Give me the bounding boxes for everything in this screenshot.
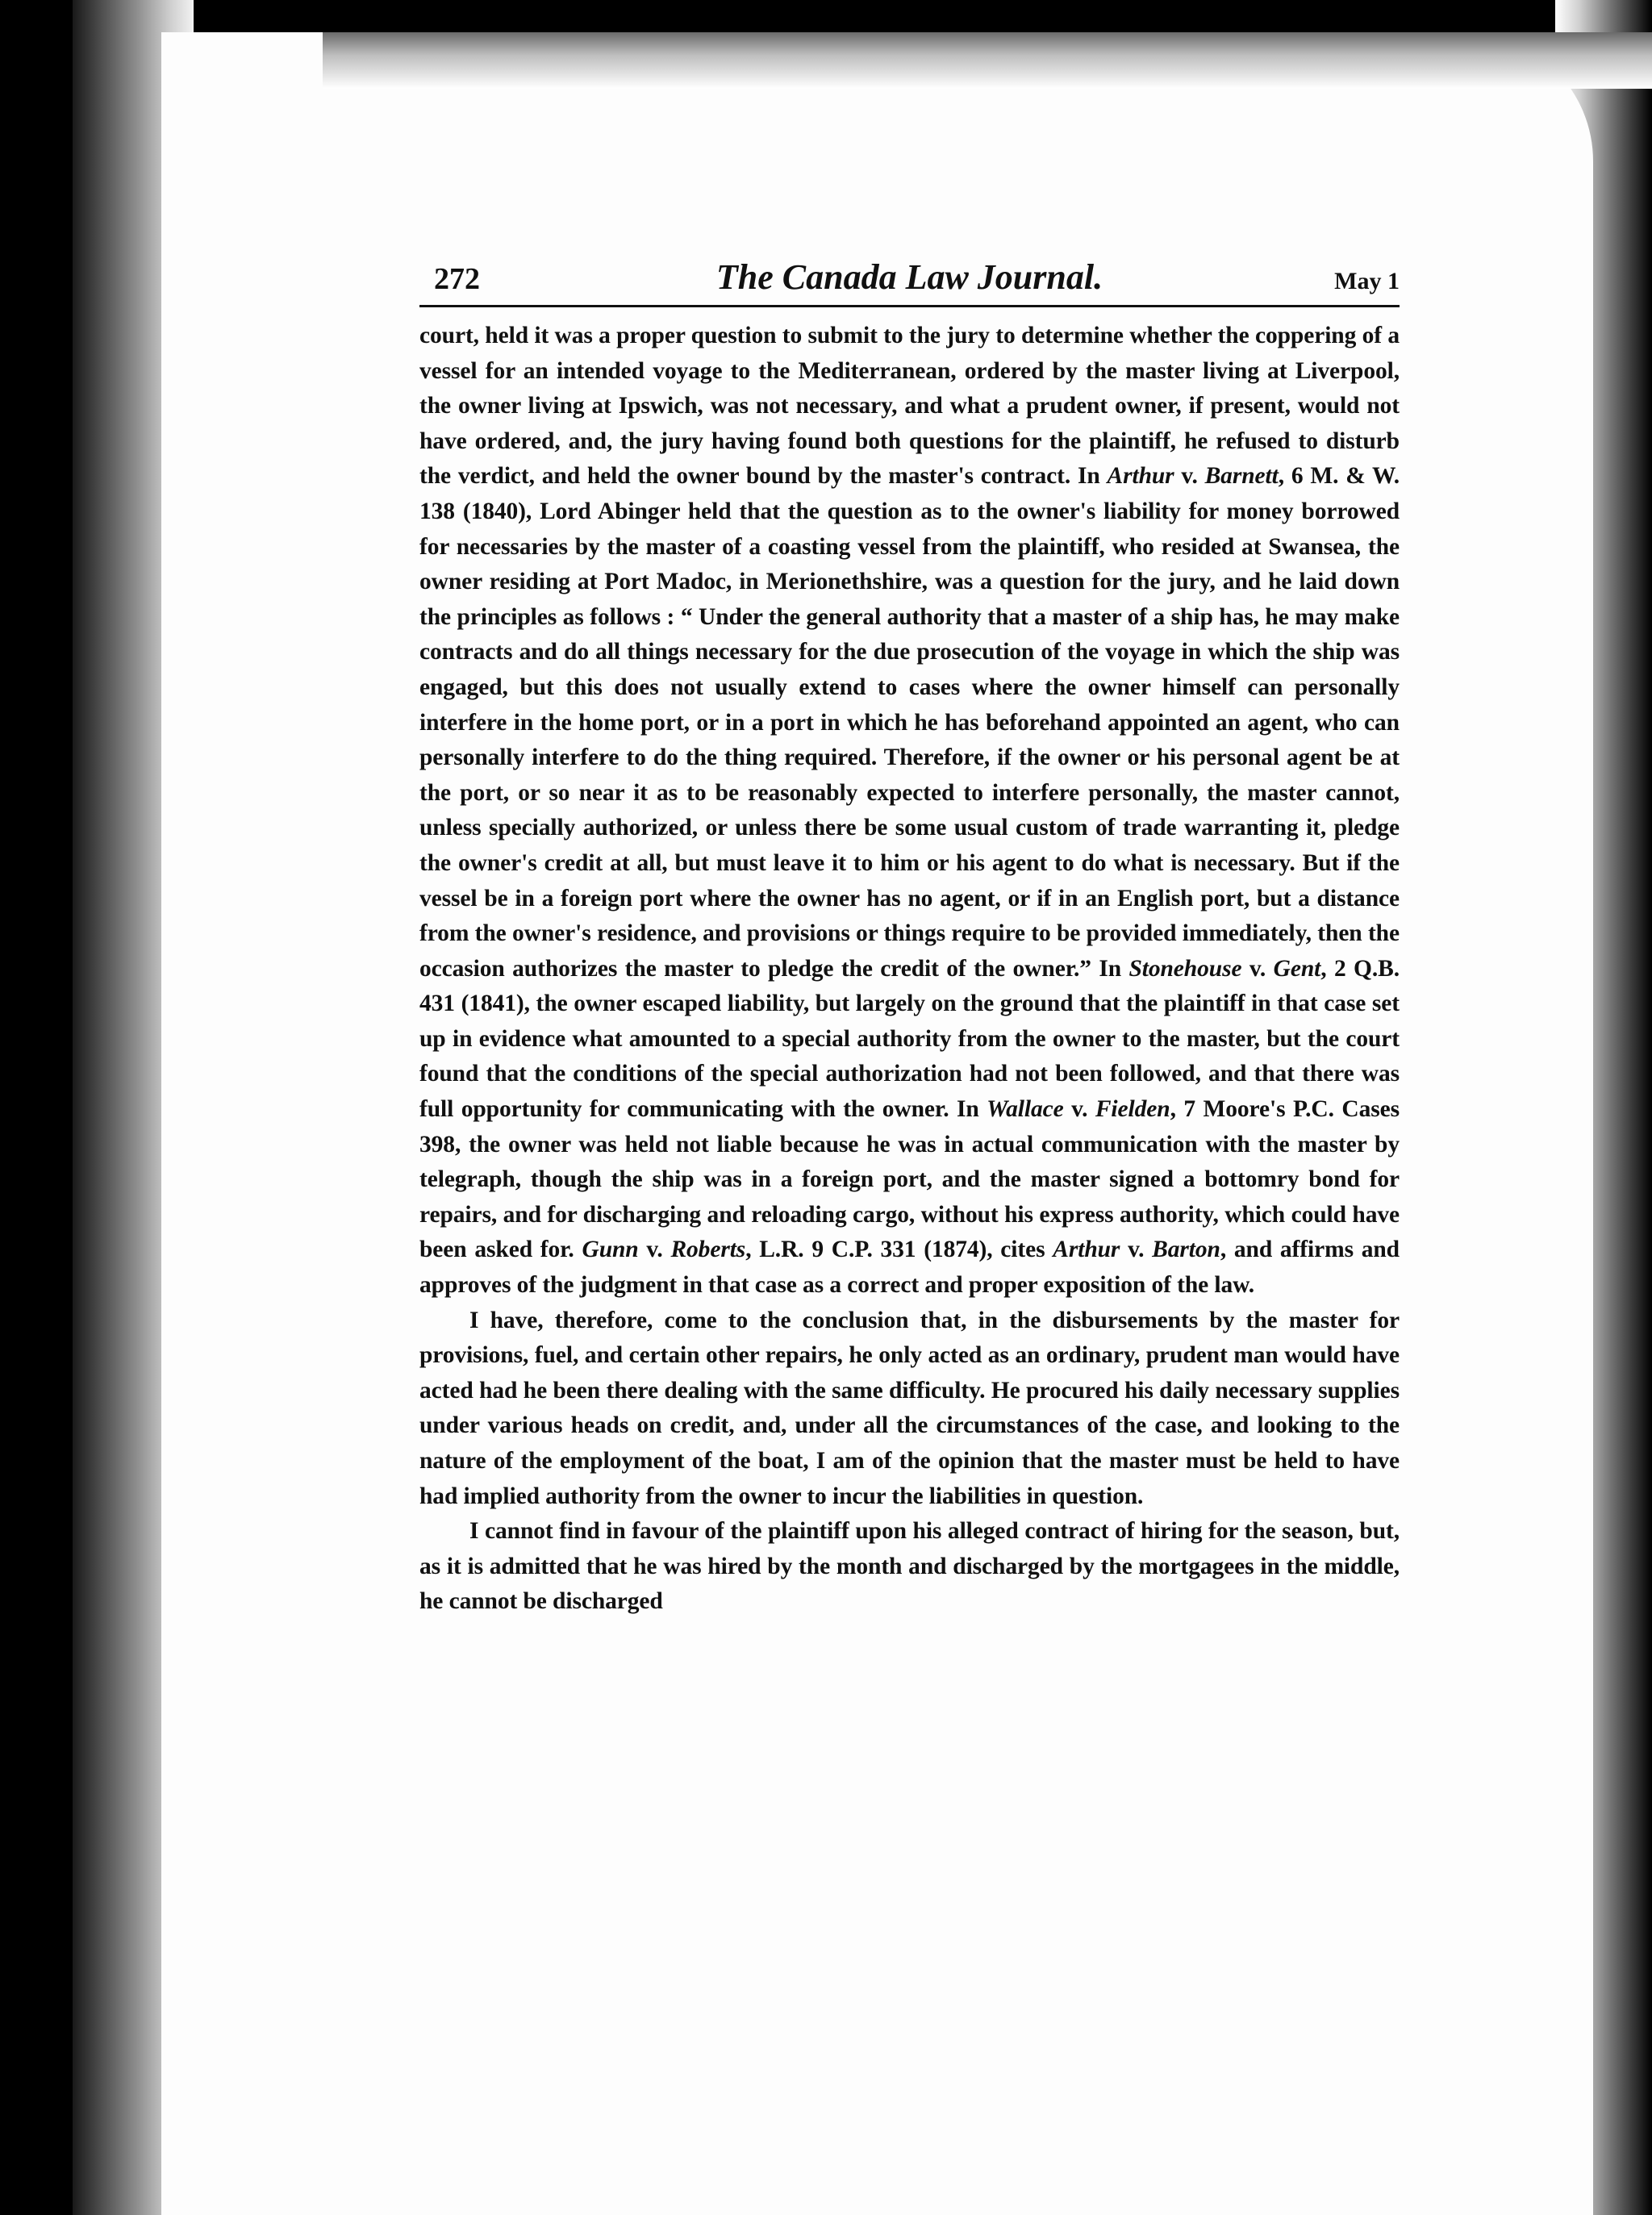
paragraph-text: v.	[1174, 463, 1205, 490]
body-paragraph-3	[419, 1514, 1400, 1620]
paragraph-text: v.	[1063, 1096, 1095, 1123]
paragraph-text: I cannot find in favour of the plaintiff upon his alleged contract of hiring for the season, but, as it is admitted that he was hired by the month and discharged by the mortgagees in the middle, he cannot be discharged	[419, 1518, 1400, 1615]
case-name: Gent	[1273, 955, 1321, 982]
paragraph-text: v.	[638, 1237, 671, 1263]
case-name: Barton	[1152, 1237, 1220, 1263]
running-head	[419, 257, 1400, 307]
paragraph-text: , 7 Moore's P.C. Cases 398, the owner was held not liable because he was in actual communication with the master by telegraph, though the ship was in a foreign port, and the master signed a bottomry bond for repairs, and for discharging and reloading cargo, without his express authority, which could have been asked for.	[419, 1096, 1400, 1263]
page-number: 272	[434, 262, 480, 296]
paragraph-text: v.	[1120, 1237, 1153, 1263]
paragraph-text: , 2 Q.B. 431 (1841), the owner escaped liability, but largely on the ground that the plaintiff in that case set up in evidence what amounted to a special authority from the owner to the master, but the court found that the conditions of the special authorization had not been followed, and that there was full opportunity for communicating with the owner. In	[419, 955, 1400, 1123]
case-name: Arthur	[1107, 463, 1174, 490]
issue-date: May 1	[1334, 268, 1400, 294]
page-content	[419, 257, 1400, 1620]
case-name: Wallace	[987, 1096, 1064, 1123]
case-name: Stonehouse	[1128, 955, 1242, 982]
paragraph-text: , L.R. 9 C.P. 331 (1874), cites	[745, 1237, 1053, 1263]
case-name: Roberts	[670, 1237, 746, 1263]
case-name: Gunn	[582, 1237, 639, 1263]
paragraph-text: , 6 M. & W. 138 (1840), Lord Abinger held that the question as to the owner's liability for money borrowed for necessaries by the master of a coasting vessel from the plaintiff, who resided at Swansea, the owner residing at Port Madoc, in Merionethshire, was a question for the jury, and he laid down the principles as follows : “ Under the general authority that a master of a ship has, he may make contracts and do all things necessary for the due prosecution of the voyage in which the ship was engaged, but this does not usually extend to cases where the owner himself can personally interfere in the home port, or in a port in which he has beforehand appointed an agent, who can personally interfere to do the thing required. Therefore, if the owner or his personal agent be at the port, or so near it as to be reasonably expected to interfere personally, the master cannot, unless specially authorized, or unless there be some usual custom of trade warranting it, pledge the owner's credit at all, but must leave it to him or his agent to do what is necessary. But if the vessel be in a foreign port where the owner has no agent, or if in an English port, but a distance from the owner's residence, and provisions or things require to be provided immediately, then the occasion authorizes the master to pledge the credit of the owner.” In	[419, 463, 1400, 982]
case-name: Arthur	[1053, 1237, 1120, 1263]
paragraph-text: v.	[1241, 955, 1274, 982]
case-name: Fielden	[1095, 1096, 1170, 1123]
body-paragraph-2	[419, 1304, 1400, 1515]
paragraph-text: , and affirms and approves of the judgment in that case as a correct and proper exposition of the law.	[419, 1237, 1400, 1299]
paragraph-text: I have, therefore, come to the conclusion that, in the disbursements by the master for provisions, fuel, and certain other repairs, he only acted as an ordinary, prudent man would have acted had he been there dealing with the same difficulty. He procured his daily necessary supplies under various heads on credit, and, under all the circumstances of the case, and looking to the nature of the employment of the boat, I am of the opinion that the master must be held to have had implied authority from the owner to incur the liabilities in question.	[419, 1307, 1400, 1509]
top-edge-shadow	[323, 32, 1652, 89]
body-paragraph-1	[419, 319, 1400, 1304]
journal-title: The Canada Law Journal.	[715, 257, 1103, 297]
paragraph-text: court, held it was a proper question to submit to the jury to determine whether the coppering of a vessel for an intended voyage to the Mediterranean, ordered by the master living at Liverpool, the owner living at Ipswich, was not necessary, and what a prudent owner, if present, would not have ordered, and, the jury having found both questions for the plaintiff, he refused to disturb the verdict, and held the owner bound by the master's contract. In	[419, 323, 1400, 490]
case-name: Barnett	[1204, 463, 1279, 490]
